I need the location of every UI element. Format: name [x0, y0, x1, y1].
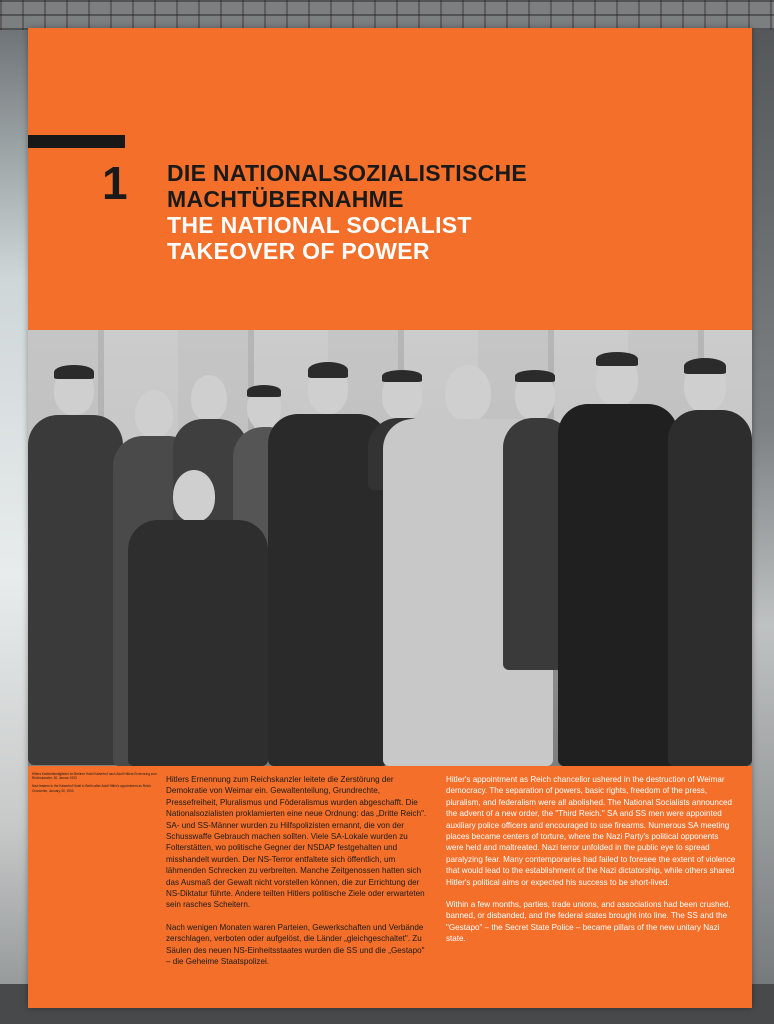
historical-photo: [28, 330, 752, 766]
section-bar: [28, 135, 125, 148]
section-number: 1: [102, 157, 128, 209]
title-de-line1: DIE NATIONALSOZIALISTISCHE: [167, 160, 528, 186]
title-en-line1: THE NATIONAL SOCIALIST: [167, 212, 472, 238]
ceiling-grid-lines: [0, 0, 774, 30]
german-paragraph-2: Nach wenigen Monaten waren Parteien, Gewerkschaften und Verbände zerschlagen, verboten oder aufgelöst, die Länder „gleichgeschaltet". Zu Säulen des neuen NS-Einheitsstaates wurden die SS und die „Gestapo" – die Geheime Staatspolizei.: [166, 922, 425, 967]
window-wall-left: [0, 30, 28, 1024]
figure-seated: [128, 470, 268, 766]
english-paragraph-1: Hitler's appointment as Reich chancellor ushered in the destruction of Weimar democracy. The separation of powers, basic rights, freedom of the press, pluralism, and federalism were all abolished. The National Socialists announced the advent of a new order, the "Third Reich." SA and SS men were appointed auxiliary police officers and encouraged to use firearms. Numerous SA meeting places became centers of torture, where the Nazi Party's political opponents were held and maltreated. Nazi terror unfolded in the public eye to spread paralyzing fear. Many contemporaries had failed to foresee the extent of violence that would lead to the establishment of the Nazi dictatorship, while others shared Hitler's political aims or expected his success to be short-lived.: [446, 775, 736, 887]
title-de-line2: MACHTÜBERNAHME: [167, 186, 404, 212]
photo-caption-de: Hitlers Kabinettsmitglieder im Berliner Hotel Kaiserhof nach Adolf Hitlers Ernennung zum Reichskanzler, 30. Januar 1933: [32, 772, 157, 781]
photo-caption: [32, 772, 158, 793]
wall-right: [752, 30, 774, 1024]
photo-caption-en: Nazi leaders in the Kaiserhof Hotel in Berlin after Adolf Hitler's appointment as Reich Chancellor, January 30, 1933: [32, 784, 151, 793]
figure: [668, 358, 752, 766]
text-column-english: [446, 774, 736, 956]
english-paragraph-2: Within a few months, parties, trade unions, and associations had been crushed, banned, or disbanded, and the federal states brought into line. The SS and the "Gestapo" – the Secret State Police – became pillars of the new unitary Nazi state.: [446, 900, 731, 944]
panel-title: [167, 160, 527, 264]
figure: [28, 365, 123, 765]
german-paragraph-1: Hitlers Ernennung zum Reichskanzler leitete die Zerstörung der Demokratie von Weimar ein. Gewaltenteilung, Grundrechte, Pressefreiheit, Pluralismus und Föderalismus wurden abgeschafft. Die Nationalsozialisten proklamierten eine neue Ordnung: das „Dritte Reich". SA- und SS-Männer wurden zu Hilfspolizisten ernannt, die von der Schusswaffe Gebrauch machen sollten. Viele SA-Lokale wurden zu Folterstätten, wo politische Gegner der NSDAP festgehalten und misshandelt wurden. Der NS-Terror entfaltete sich öffentlich, um lähmenden Schrecken zu verbreiten. Manche Zeitgenossen hatten sich das Ausmaß der Gewalt nicht vorstellen können, die zur Errichtung der NS-Diktatur führte. Andere teilten Hitlers politische Ziele oder erwarteten sein rasches Scheitern.: [166, 775, 427, 910]
exhibition-panel: [28, 28, 752, 1008]
figure-uniform: [558, 352, 678, 766]
title-en-line2: TAKEOVER OF POWER: [167, 238, 430, 264]
text-column-german: [166, 774, 428, 979]
